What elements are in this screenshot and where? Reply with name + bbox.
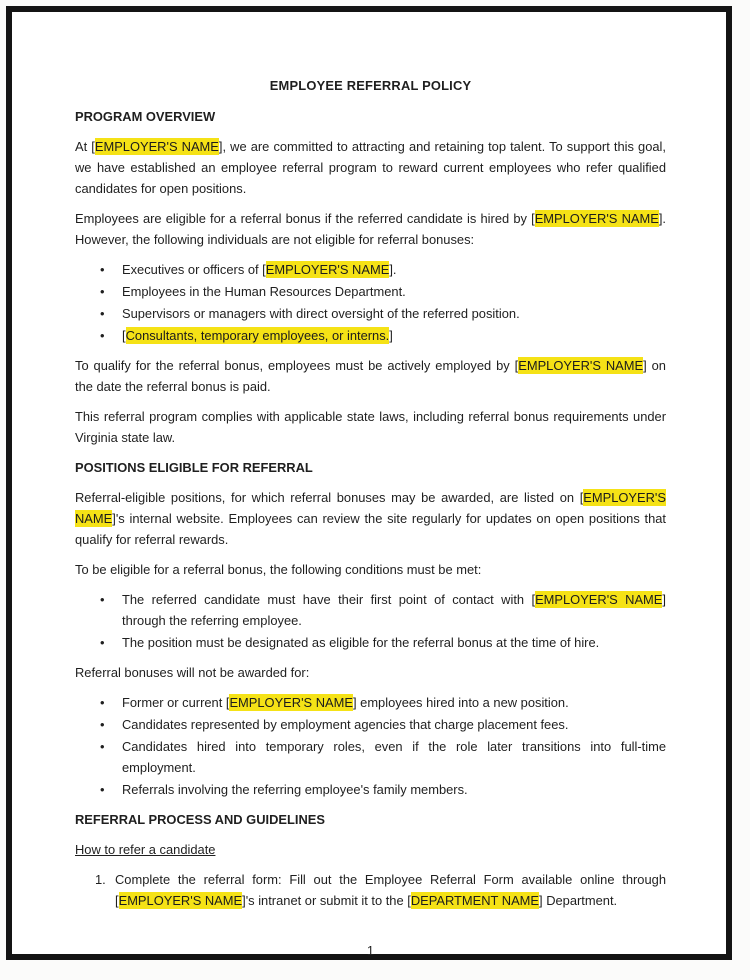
bullet-item (75, 692, 666, 713)
highlight-employer-name: EMPLOYER'S NAME (535, 592, 663, 607)
paragraph-state-law: This referral program complies with applicable state laws, including referral bonus requirements under Virginia state law. (75, 409, 666, 445)
paragraph-qualify (75, 355, 666, 397)
text-run: At [ (75, 139, 95, 154)
bullet-list-ineligible (75, 259, 666, 346)
bullet-list-conditions (75, 589, 666, 653)
highlight-employer-name: EMPLOYER'S NAME (75, 490, 666, 526)
heading-program-overview: PROGRAM OVERVIEW (75, 109, 216, 124)
paragraph-intro (75, 136, 666, 199)
bullet-icon: • (100, 262, 105, 277)
text-run: ] through the referring employee. (122, 592, 666, 628)
text-run: [ (122, 328, 126, 343)
text-run: Referrals involving the referring employee's family members. (122, 782, 468, 797)
text-run: ] Department. (539, 893, 618, 908)
highlight-employer-name: EMPLOYER'S NAME (229, 695, 353, 710)
text-run: The position must be designated as eligible for the referral bonus at the time of hire. (122, 635, 600, 650)
document-content (12, 12, 726, 958)
document-page (6, 6, 732, 960)
highlight-employer-name: EMPLOYER'S NAME (118, 893, 243, 908)
bullet-icon: • (100, 284, 105, 299)
highlight-employer-name: EMPLOYER'S NAME (265, 262, 390, 277)
bullet-icon: • (100, 328, 105, 343)
numbered-list-process (75, 869, 666, 911)
heading-referral-process: REFERRAL PROCESS AND GUIDELINES (75, 812, 325, 827)
text-run: ], we are committed to attracting and retaining top talent. To support this goal, we have established an employee referral program to reward current employees who refer qualified candidates for open positions. (75, 139, 666, 196)
text-run: To qualify for the referral bonus, employees must be actively employed by [ (75, 358, 519, 373)
text-run: ] on the date the referral bonus is paid. (75, 358, 666, 394)
highlight-department-name: DEPARTMENT NAME (410, 893, 540, 908)
bullet-item (75, 632, 666, 653)
bullet-item (75, 325, 666, 346)
paragraph-positions (75, 487, 666, 550)
text-run: Referral-eligible positions, for which referral bonuses may be awarded, are listed on [ (75, 490, 584, 505)
bullet-icon: • (100, 717, 105, 732)
list-number: 1. (95, 872, 106, 887)
numbered-item (75, 869, 666, 911)
text-run: Complete the referral form: Fill out the Employee Referral Form available online through [ (115, 872, 666, 908)
bullet-icon: • (100, 695, 105, 710)
text-run: Former or current [ (122, 695, 230, 710)
highlight-employer-name: EMPLOYER'S NAME (94, 139, 219, 154)
text-run: ] employees hired into a new position. (352, 695, 569, 710)
text-run: Employees in the Human Resources Department. (122, 284, 406, 299)
bullet-item (75, 303, 666, 324)
page-number: 1 (366, 943, 375, 958)
bullet-icon: • (100, 306, 105, 321)
bullet-item (75, 259, 666, 280)
heading-positions-eligible: POSITIONS ELIGIBLE FOR REFERRAL (75, 460, 313, 475)
bullet-item (75, 589, 666, 631)
bullet-item (75, 736, 666, 778)
highlight-employer-name: EMPLOYER'S NAME (534, 211, 659, 226)
bullet-icon: • (100, 635, 105, 650)
text-run: ]'s intranet or submit it to the [ (242, 893, 411, 908)
text-run: ]. (389, 262, 397, 277)
bullet-icon: • (100, 739, 105, 754)
text-run: Supervisors or managers with direct oversight of the referred position. (122, 306, 520, 321)
text-run: Candidates hired into temporary roles, even if the role later transitions into full-time employment. (122, 739, 666, 775)
bullet-list-not-awarded (75, 692, 666, 800)
highlight-consultants: Consultants, temporary employees, or interns. (125, 328, 390, 343)
bullet-item (75, 714, 666, 735)
text-run: ]'s internal website. Employees can review the site regularly for updates on open positions that qualify for referral rewards. (75, 511, 666, 547)
text-run: Candidates represented by employment agencies that charge placement fees. (122, 717, 569, 732)
text-run: The referred candidate must have their first point of contact with [ (122, 592, 536, 607)
bullet-icon: • (100, 782, 105, 797)
text-run: ] (389, 328, 393, 343)
bullet-icon: • (100, 592, 105, 607)
text-run: Executives or officers of [ (122, 262, 266, 277)
bullet-item (75, 281, 666, 302)
text-run: Employees are eligible for a referral bonus if the referred candidate is hired by [ (75, 211, 535, 226)
bullet-item (75, 779, 666, 800)
text-run: ]. However, the following individuals are not eligible for referral bonuses: (75, 211, 666, 247)
paragraph-not-awarded: Referral bonuses will not be awarded for: (75, 665, 310, 680)
paragraph-conditions: To be eligible for a referral bonus, the following conditions must be met: (75, 562, 482, 577)
subheading-how-to-refer: How to refer a candidate (75, 842, 216, 857)
doc-title: EMPLOYEE REFERRAL POLICY (269, 78, 472, 93)
paragraph-eligibility (75, 208, 666, 250)
highlight-employer-name: EMPLOYER'S NAME (518, 358, 644, 373)
